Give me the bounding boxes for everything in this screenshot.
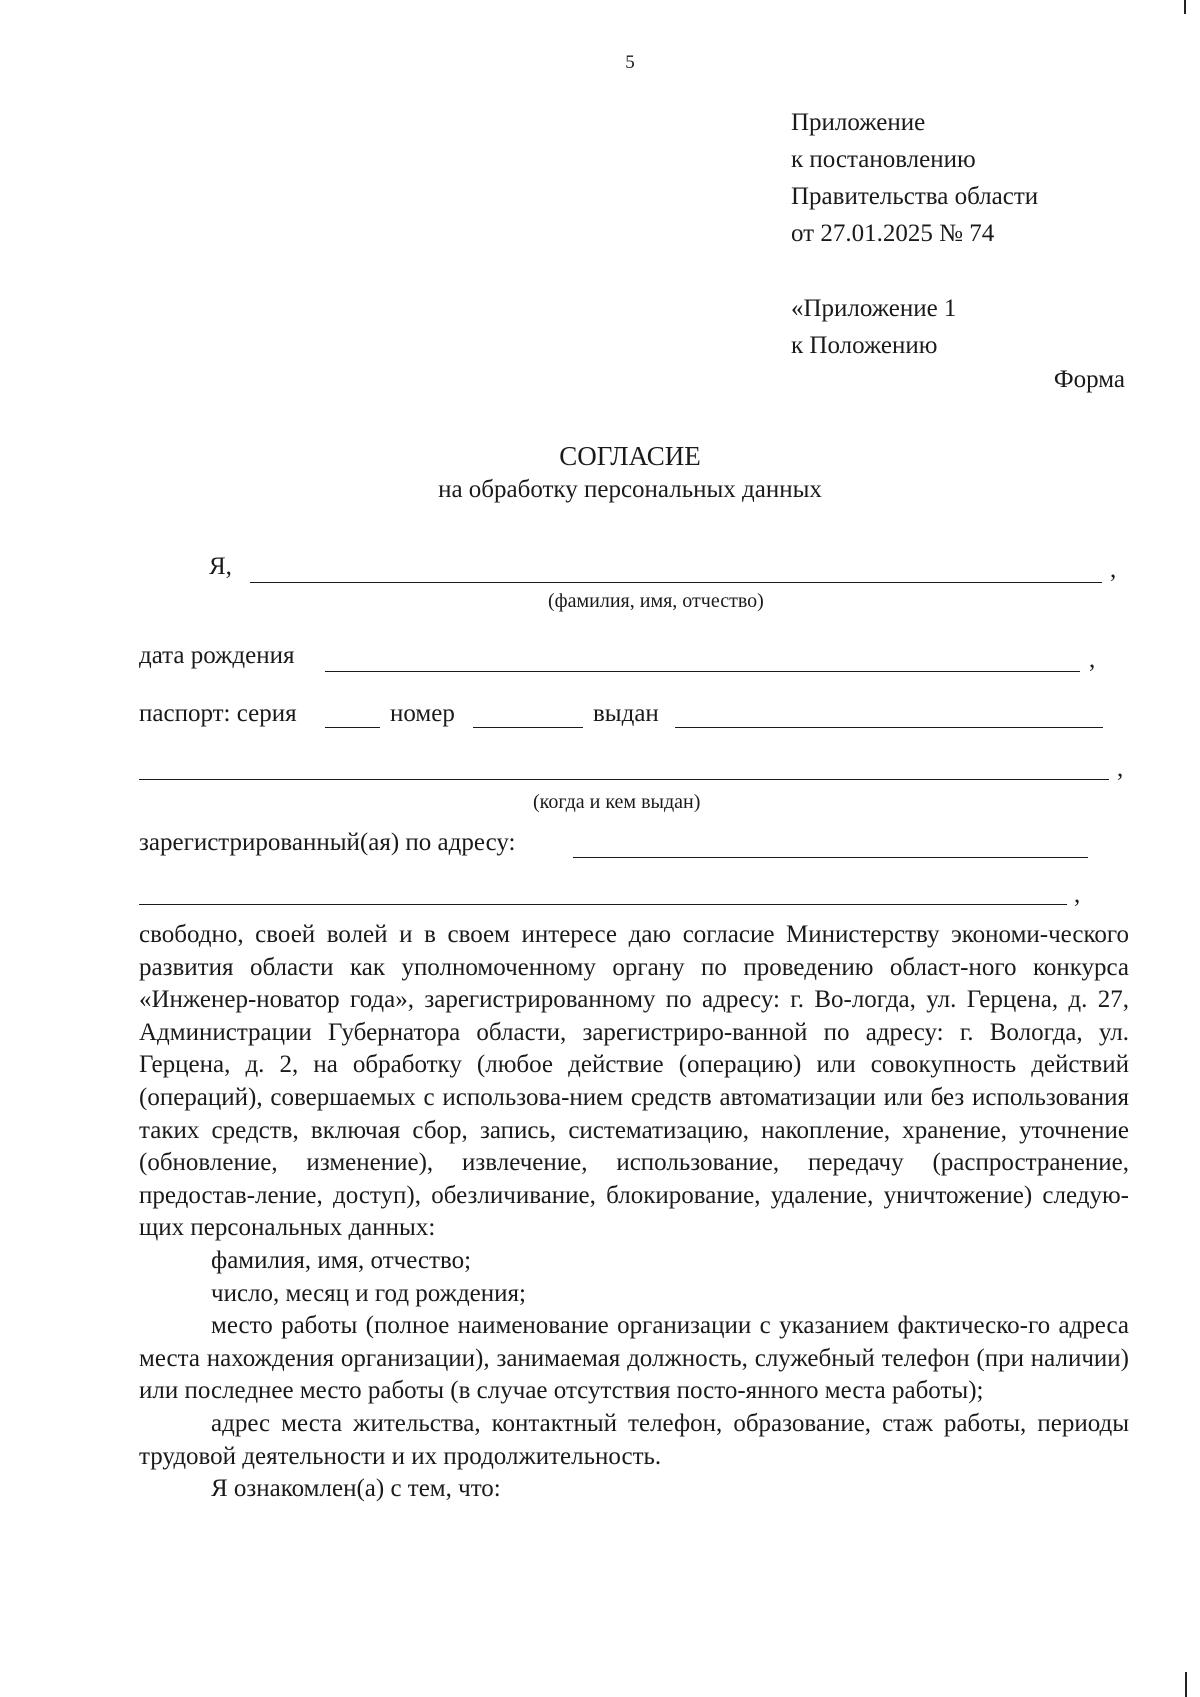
appendix-header <box>791 104 1038 252</box>
address-line-2[interactable] <box>139 904 1067 905</box>
fio-line[interactable] <box>250 582 1102 583</box>
issued-hint: (когда и кем выдан) <box>533 791 701 813</box>
passport-series-line[interactable] <box>325 727 380 728</box>
appendix-header-line: к постановлению <box>791 146 976 173</box>
birth-date-label: дата рождения <box>139 642 295 669</box>
address-line[interactable] <box>573 857 1088 858</box>
issued-label: выдан <box>593 700 659 727</box>
data-item: место работы (полное наименование организации с указанием фактическо-го адреса места нахождения организации), занимаемая должность, служебный телефон (при наличии) или последнее место работы (в случае отсутствия посто-янного места работы); <box>139 1312 1129 1405</box>
scan-edge-mark <box>1185 1672 1187 1697</box>
fio-hint: (фамилия, имя, отчество) <box>548 590 764 612</box>
comma: , <box>1074 881 1081 908</box>
appendix-header-line: Правительства области <box>791 183 1039 210</box>
passport-series-label: паспорт: серия <box>139 700 297 727</box>
ya-label: Я, <box>209 553 232 580</box>
data-item: фамилия, имя, отчество; <box>211 1246 472 1274</box>
appendix-subheader <box>791 290 956 364</box>
data-item: число, месяц и год рождения; <box>211 1279 526 1307</box>
appendix-header-line: от 27.01.2025 № 74 <box>791 220 995 247</box>
form-label: Форма <box>1053 366 1125 393</box>
data-item: адрес места жительства, контактный телефон, образование, стаж работы, периоды трудовой деятельности и их продолжительность. <box>139 1409 1129 1470</box>
appendix-subheader-line: к Положению <box>791 332 938 359</box>
address-label: зарегистрированный(ая) по адресу: <box>139 829 516 856</box>
closing-line: Я ознакомлен(а) с тем, что: <box>211 1475 501 1503</box>
birth-date-line[interactable] <box>325 671 1080 672</box>
comma: , <box>1110 556 1117 583</box>
document-title: СОГЛАСИЕ <box>559 441 701 471</box>
consent-body <box>139 919 1129 1506</box>
issued-line[interactable] <box>675 727 1103 728</box>
passport-number-label: номер <box>390 700 455 727</box>
comma: , <box>1117 755 1124 782</box>
comma: , <box>1089 646 1096 673</box>
document-subtitle: на обработку персональных данных <box>438 476 822 503</box>
issued-line-2[interactable] <box>139 779 1109 780</box>
passport-number-line[interactable] <box>473 727 583 728</box>
consent-paragraph: свободно, своей волей и в своем интересе даю согласие Министерству экономи-ческого развития области как уполномоченному органу по проведению област-ного конкурса «Инженер-новатор года», зарегистрированному по адресу: г. Во-логда, ул. Герцена, д. 27, Администрации Губернатора области, зарегистриро-ванной по адресу: г. Вологда, ул. Герцена, д. 2, на обработку (любое действие (операцию) или совокупность действий (операций), совершаемых с использова-нием средств автоматизации или без использования таких средств, включая сбор, запись, систематизацию, накопление, хранение, уточнение (обновление, изменение), извлечение, использование, передачу (распространение, предостав-ление, доступ), обезличивание, блокирование, удаление, уничтожение) следую-щих персональных данных: <box>139 921 1129 1242</box>
scan-edge-mark <box>1184 0 1186 14</box>
appendix-subheader-line: «Приложение 1 <box>791 295 957 322</box>
appendix-header-line: Приложение <box>791 109 926 136</box>
page-number: 5 <box>625 52 635 73</box>
